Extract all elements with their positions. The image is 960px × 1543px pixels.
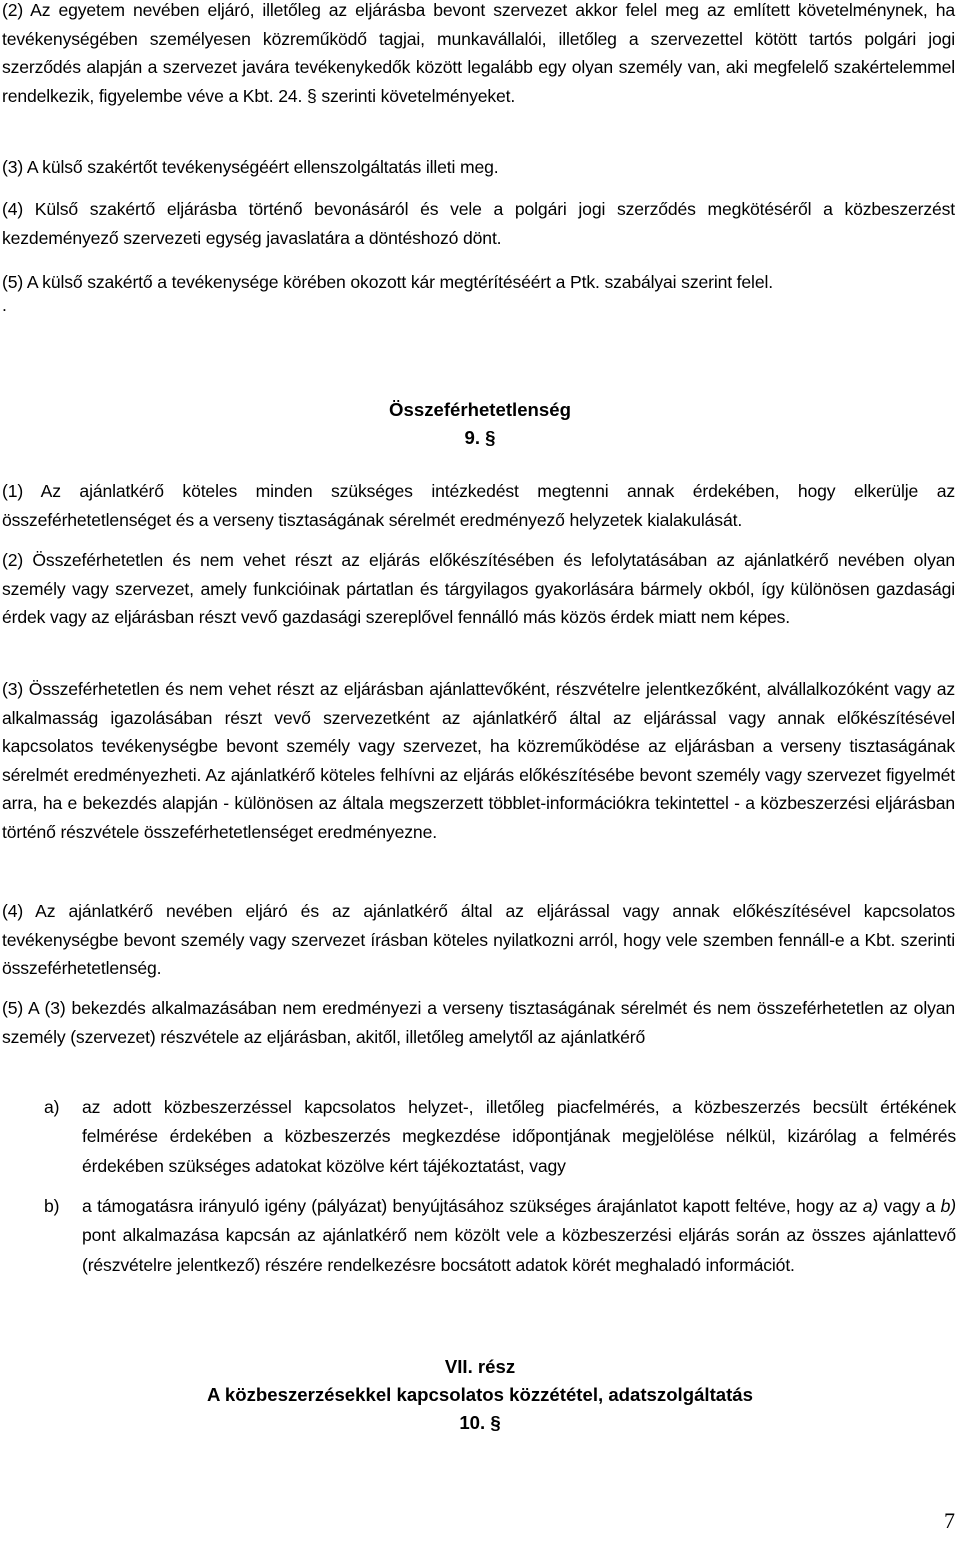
list-item-text: a támogatásra irányuló igény (pályázat) benyújtásához szükséges árajánlatot kapott feltéve, hogy az a) vagy a b) pont alkalmazása kapcsán az ajánlatkérő nem közölt vele a közbeszerzési eljárás során az összes ajánlattevő (részvételre jelentkező) részére rendelkezésre bocsátott adatok körét meghaladó információt. [82,1196,957,1275]
s9-paragraph-3: (3) Összeférhetetlen és nem vehet részt az eljárásban ajánlattevőként, részvételre jelentkezőként, alvállalkozóként vagy az alkalmasság igazolásában részt vevő szervezetként az ajánlatkérő által az eljárással vagy annak előkészítésével kapcsolatos tevékenységbe bevont személy vagy szervezet, ha közreműködése az eljárásban a verseny tisztaságának sérelmét eredményezheti. Az ajánlatkérő köteles felhívni az eljárás előkészítésébe bevont személy vagy szervezet figyelmét arra, ha e bekezdés alapján - különösen az általa megszerzett többlet-információkra tekintettel - a közbeszerzési eljárásban történő részvétele összeférhetetlenséget eredményezne. [2,679,955,842]
s9-paragraph-4: (4) Az ajánlatkérő nevében eljáró és az ajánlatkérő által az eljárással vagy annak előkészítésével kapcsolatos tevékenységbe bevont személy vagy szervezet írásban köteles nyilatkozni arról, hogy vele szemben fennáll-e a Kbt. szerinti összeférhetetlenség. [2,901,955,979]
reference-a: a) [862,1196,879,1216]
stray-dot: . [2,295,7,315]
paragraph-3: (3) A külső szakértőt tevékenységéért ellenszolgáltatás illeti meg. [2,157,499,177]
reference-b: b) [940,1196,957,1216]
paragraph-5: (5) A külső szakértő a tevékenysége körében okozott kár megtérítéséért a Ptk. szabályai szerint felel. [2,272,773,292]
list-item-text: az adott közbeszerzéssel kapcsolatos helyzet-, illetőleg piacfelmérés, a közbeszerzés becsült értékének felmérése érdekében a közbeszerzés megkezdése időpontjának megjelölése nélkül, kizárólag a felmérés érdekében szükséges adatokat közölve kért tájékoztatást, vagy [82,1097,956,1176]
section-10-number: 10. § [459,1412,501,1433]
s9-paragraph-2: (2) Összeférhetetlen és nem vehet részt az eljárás előkészítésében és lefolytatásában az ajánlatkérő nevében olyan személy vagy szervezet, amely funkcióinak pártatlan és tárgyilagos gyakorlására bármely okból, így különösen gazdasági érdek vagy az eljárásban részt vevő gazdasági szereplővel fennálló más közös érdek miatt nem képes. [2,550,955,628]
list-item-a [44,1093,956,1181]
list-marker: b) [44,1196,60,1216]
s9-paragraph-5: (5) A (3) bekezdés alkalmazásában nem eredményezi a verseny tisztaságának sérelmét és nem összeférhetetlen az olyan személy (szervezet) részvétele az eljárásban, akitől, illetőleg amelytől az ajánlatkérő [2,998,955,1047]
paragraph-2: (2) Az egyetem nevében eljáró, illetőleg az eljárásba bevont szervezet akkor felel meg az említett követelménynek, ha tevékenységében személyesen közreműködő tagjai, munkavállalói, illetőleg a szervezettel kötött tartós polgári jogi szerződés alapján a szervezet javára tevékenykedők között legalább egy olyan személy van, aki megfelelő szakértelemmel rendelkezik, figyelembe véve a Kbt. 24. § szerinti követelményeket. [2,0,955,106]
part-7-label: VII. rész [444,1356,516,1377]
part-7-title: A közbeszerzésekkel kapcsolatos közzététel, adatszolgáltatás [207,1384,753,1405]
list-item-b [44,1192,956,1280]
section-9-number: 9. § [464,427,496,448]
section-9-title: Összeférhetetlenség [389,399,571,420]
s9-paragraph-1: (1) Az ajánlatkérő köteles minden szükséges intézkedést megtenni annak érdekében, hogy elkerülje az összeférhetetlenséget és a verseny tisztaságának sérelmét eredményező helyzetek kialakulását. [2,481,955,530]
list-marker: a) [44,1097,60,1117]
page-number: 7 [944,1508,955,1533]
paragraph-4: (4) Külső szakértő eljárásba történő bevonásáról és vele a polgári jogi szerződés megkötéséről a közbeszerzést kezdeményező szervezeti egység javaslatára a döntéshozó dönt. [2,199,955,248]
